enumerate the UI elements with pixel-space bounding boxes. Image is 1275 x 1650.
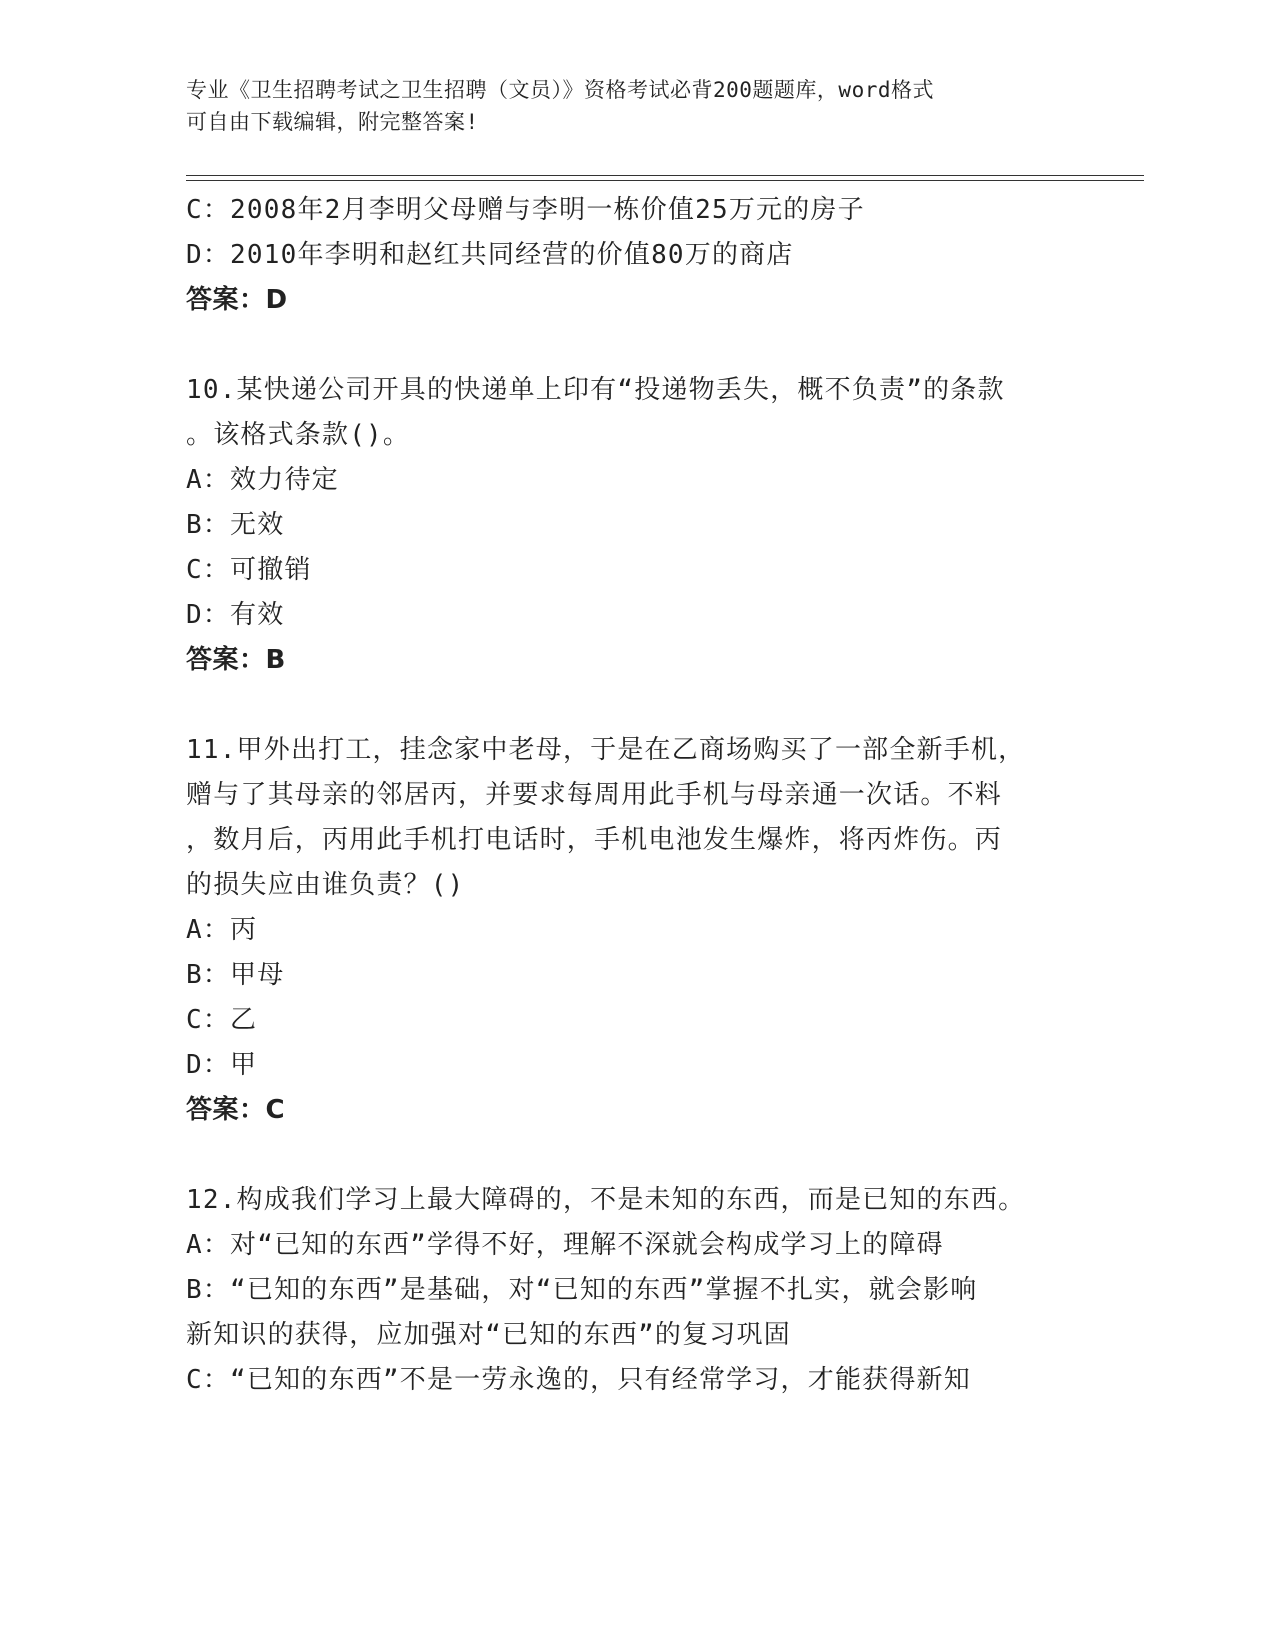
- option-a: A：丙: [186, 915, 258, 945]
- question-stem: ，数月后，丙用此手机打电话时，手机电池发生爆炸，将丙炸伤。丙: [186, 825, 1003, 855]
- header-divider-bottom: [186, 180, 1144, 181]
- answer: 答案：B: [186, 645, 286, 675]
- spacer: [186, 323, 1086, 368]
- question-stem: 10.某快递公司开具的快递单上印有“投递物丢失，概不负责”的条款: [186, 375, 1005, 405]
- question-stem: 的损失应由谁负责？(): [186, 870, 465, 900]
- spacer: [186, 683, 1086, 728]
- option-b: B：“已知的东西”是基础，对“已知的东西”掌握不扎实，就会影响: [186, 1275, 978, 1305]
- option-b: B：甲母: [186, 960, 285, 990]
- question-9-continued: [186, 188, 1086, 323]
- header-divider-top: [186, 175, 1144, 176]
- document-body: [186, 188, 1086, 1403]
- option-c: C：2008年2月李明父母赠与李明一栋价值25万元的房子: [186, 195, 865, 225]
- answer: 答案：C: [186, 1095, 286, 1125]
- answer: 答案：D: [186, 285, 288, 315]
- spacer: [186, 1133, 1086, 1178]
- option-d: D：2010年李明和赵红共同经营的价值80万的商店: [186, 240, 794, 270]
- header-title-line-2: 可自由下载编辑，附完整答案!: [186, 110, 479, 134]
- option-d: D：有效: [186, 600, 285, 630]
- option-a: A：效力待定: [186, 465, 339, 495]
- question-stem: 赠与了其母亲的邻居丙，并要求每周用此手机与母亲通一次话。不料: [186, 780, 1003, 810]
- option-a: A：对“已知的东西”学得不好，理解不深就会构成学习上的障碍: [186, 1230, 944, 1260]
- option-d: D：甲: [186, 1050, 258, 1080]
- option-b: B：无效: [186, 510, 285, 540]
- question-stem: 12.构成我们学习上最大障碍的，不是未知的东西，而是已知的东西。: [186, 1185, 1026, 1215]
- question-stem: 11.甲外出打工，挂念家中老母，于是在乙商场购买了一部全新手机，: [186, 735, 1026, 765]
- option-b-continued: 新知识的获得，应加强对“已知的东西”的复习巩固: [186, 1320, 791, 1350]
- document-header: [186, 74, 1066, 138]
- header-title-line-1: 专业《卫生招聘考试之卫生招聘（文员）》资格考试必背200题题库，word格式: [186, 78, 934, 102]
- question-10: [186, 368, 1086, 683]
- question-stem: 。该格式条款()。: [186, 420, 411, 450]
- option-c: C：乙: [186, 1005, 258, 1035]
- question-12: [186, 1178, 1086, 1403]
- option-c: C：“已知的东西”不是一劳永逸的，只有经常学习，才能获得新知: [186, 1365, 971, 1395]
- option-c: C：可撤销: [186, 555, 312, 585]
- question-11: [186, 728, 1086, 1133]
